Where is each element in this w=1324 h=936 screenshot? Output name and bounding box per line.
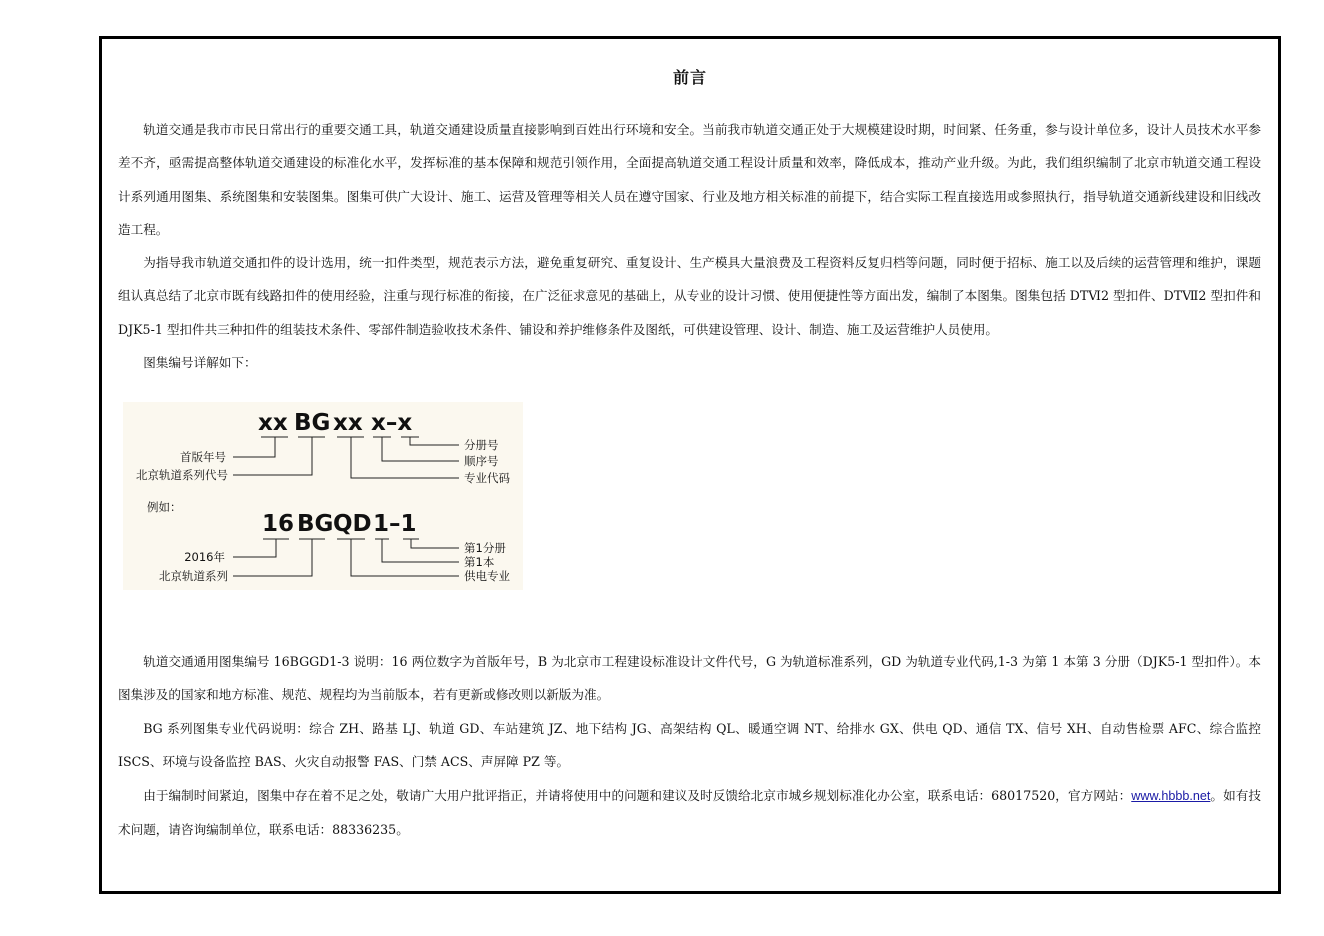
- label-discipline: 专业代码: [464, 471, 510, 485]
- example-label: 例如：: [147, 500, 182, 514]
- document-page: [99, 36, 1281, 894]
- pattern-code-discipline: xx: [333, 410, 363, 436]
- numbering-diagram-graphic: [123, 402, 523, 590]
- example-code-discipline: QD: [333, 511, 372, 537]
- page-title: 前言: [672, 68, 707, 87]
- example-code-number: 1–1: [373, 511, 417, 537]
- website-link[interactable]: www.hbbb.net: [1131, 789, 1211, 803]
- label-example-book: 第1本: [464, 555, 495, 569]
- numbering-intro: 图集编号详解如下：: [143, 355, 257, 370]
- label-volume: 分册号: [464, 438, 499, 452]
- fastener-paragraph: 为指导我市轨道交通扣件的设计选用，统一扣件类型，规范表示方法，避免重复研究、重复设计、生产模具大量浪费及工程资料反复归档等问题，同时便于招标、施工以及后续的运营管理和维护，课题组认真总结了北京市既有线路扣件的使用经验，注重与现行标准的衔接，在广泛征求意见的基础上，从专业的设计习惯、使用便捷性等方面出发，编制了本图集。图集包括 DTⅥ2 型扣件、DTⅦ2 型扣件和 DJK5-1 型扣件共三种扣件的组装技术条件、零部件制造验收技术条件、铺设和养护维修条件及图纸，可供建设管理、设计、制造、施工及运营维护人员使用。: [118, 255, 1261, 337]
- numbering-diagram: [123, 402, 523, 590]
- label-example-series: 北京轨道系列: [159, 569, 228, 583]
- example-code-series: BG: [297, 511, 334, 537]
- discipline-codes: BG 系列图集专业代码说明：综合 ZH、路基 LJ、轨道 GD、车站建筑 JZ、地下结构 JG、高架结构 QL、暖通空调 NT、给排水 GX、供电 QD、通信 TX、信号 XH、自动售检票 AFC、综合监控 ISCS、环境与设备监控 BAS、火灾自动报警 FAS、门禁 ACS、声屏障 PZ 等。: [118, 721, 1261, 770]
- pattern-leader-lines: [233, 437, 459, 478]
- label-example-discipline: 供电专业: [464, 569, 510, 583]
- example-leader-lines: [233, 539, 459, 576]
- feedback-text: 由于编制时间紧迫，图集中存在着不足之处，敬请广大用户批评指正，并请将使用中的问题和建议及时反馈给北京市城乡规划标准化办公室，联系电话：68017520，官方网站：: [143, 788, 1132, 803]
- label-series-code: 北京轨道系列代号: [136, 468, 228, 482]
- feedback-paragraph: [118, 779, 1261, 847]
- pattern-code-number: x–x: [371, 410, 413, 436]
- label-first-year: 首版年号: [180, 450, 226, 464]
- example-code-year: 16: [262, 511, 295, 537]
- numbering-explanation: 轨道交通通用图集编号 16BGGD1-3 说明：16 两位数字为首版年号，B 为北京市工程建设标准设计文件代号，G 为轨道标准系列，GD 为轨道专业代码,1-3 为第 1 本第 3 分册（DJK5-1 型扣件）。本图集涉及的国家和地方标准、规范、规程均为当前版本，若有更新或修改则以新版为准。: [118, 654, 1261, 703]
- intro-paragraph: 轨道交通是我市市民日常出行的重要交通工具，轨道交通建设质量直接影响到百姓出行环境和安全。当前我市轨道交通正处于大规模建设时期，时间紧、任务重，参与设计单位多，设计人员技术水平参差不齐，亟需提高整体轨道交通建设的标准化水平，发挥标准的基本保障和规范引领作用，全面提高轨道交通工程设计质量和效率，降低成本，推动产业升级。为此，我们组织编制了北京市轨道交通工程设计系列通用图集、系统图集和安装图集。图集可供广大设计、施工、运营及管理等相关人员在遵守国家、行业及地方相关标准的前提下，结合实际工程直接选用或参照执行，指导轨道交通新线建设和旧线改造工程。: [118, 122, 1261, 238]
- label-example-volume: 第1分册: [464, 541, 506, 555]
- label-sequence: 顺序号: [464, 454, 499, 468]
- pattern-code-series: BG: [294, 410, 331, 436]
- pattern-code-year: xx: [258, 410, 288, 436]
- feedback-text-end: 。如有技术问题，请咨询编制单位，联系电话：88336235。: [118, 788, 1262, 838]
- label-example-year: 2016年: [184, 550, 225, 564]
